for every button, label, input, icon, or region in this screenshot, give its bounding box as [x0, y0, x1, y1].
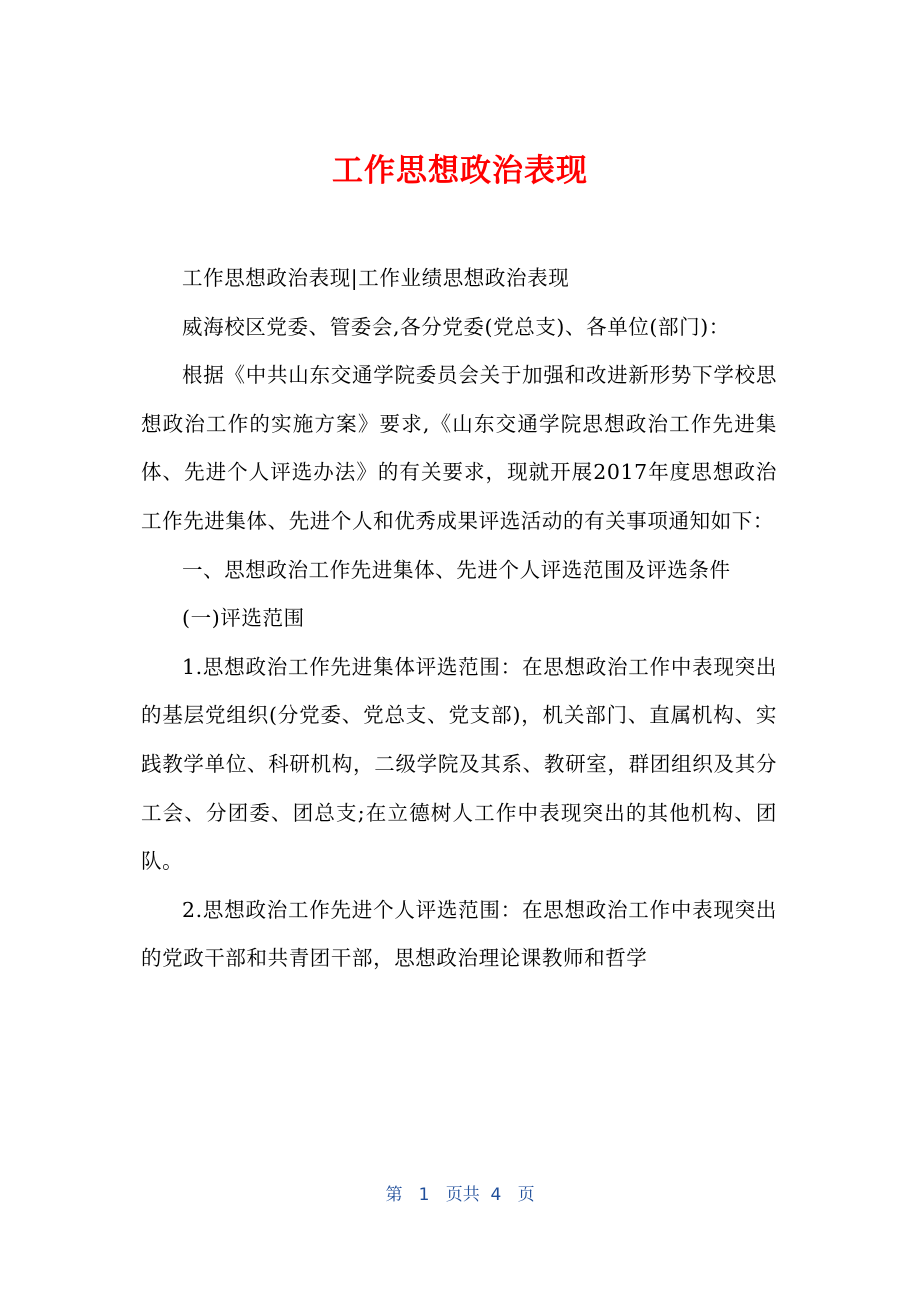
paragraph-intro: 根据《中共山东交通学院委员会关于加强和改进新形势下学校思想政治工作的实施方案》要求,《山东交通学院思想政治工作先进集体、先进个人评选办法》的有关要求，现就开展2017年度思想政治工作先进集体、先进个人和优秀成果评选活动的有关事项通知如下：: [141, 363, 777, 533]
page-suffix: 页: [517, 1185, 535, 1205]
page-middle: 页共: [445, 1185, 480, 1205]
page-footer: [0, 1180, 920, 1210]
paragraph-subsection-heading: (一)评选范围: [182, 606, 305, 631]
page-current: 1: [418, 1185, 430, 1205]
paragraph-item-2: 2.思想政治工作先进个人评选范围：在思想政治工作中表现突出的党政干部和共青团干部，思想政治理论课教师和哲学: [141, 897, 777, 971]
page-total: 4: [490, 1185, 502, 1205]
paragraph-section-heading: 一、思想政治工作先进集体、先进个人评选范围及评选条件: [182, 557, 731, 582]
paragraph-item-1: 1.思想政治工作先进集体评选范围：在思想政治工作中表现突出的基层党组织(分党委、党总支、党支部)，机关部门、直属机构、实践教学单位、科研机构，二级学院及其系、教研室，群团组织及其分工会、分团委、团总支;在立德树人工作中表现突出的其他机构、团队。: [141, 654, 777, 874]
page-prefix: 第: [385, 1185, 403, 1205]
document-body: [141, 254, 777, 983]
paragraph-subtitle: 工作思想政治表现|工作业绩思想政治表现: [182, 266, 570, 290]
document-title: 工作思想政治表现: [332, 153, 588, 189]
paragraph-salutation: 威海校区党委、管委会,各分党委(党总支)、各单位(部门)：: [182, 314, 730, 339]
